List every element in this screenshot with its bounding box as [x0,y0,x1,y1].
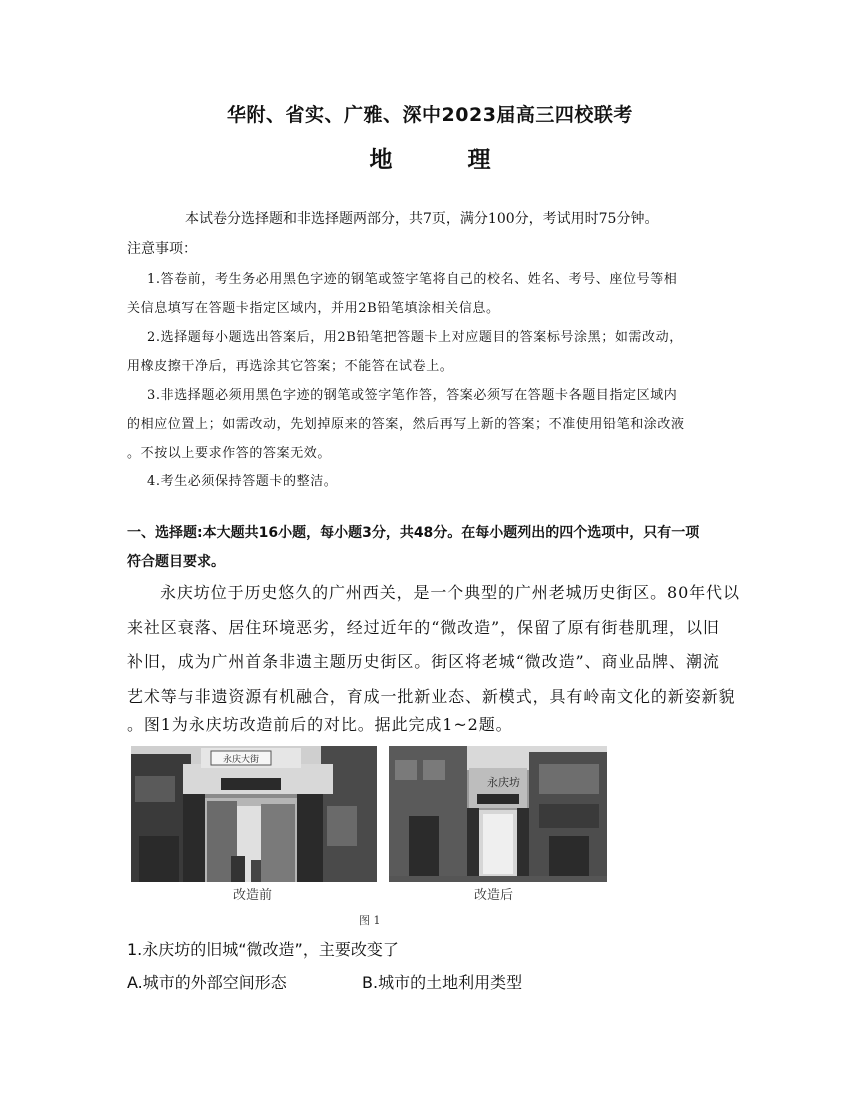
question-stem: 1.永庆坊的旧城“微改造”，主要改变了 [127,940,399,959]
section-heading: 一、选择题:本大题共16小题，每小题3分，共48分。在每小题列出的四个选项中，只有一项 [127,525,700,541]
note-line: 1.答卷前，考生务必用黑色字迹的钢笔或签字笔将自己的校名、姓名、考号、座位号等相 [147,272,678,287]
figure-label: 图 1 [359,914,381,927]
note-line: 用橡皮擦干净后，再选涂其它答案；不能答在试卷上。 [127,359,454,374]
note-line: 2.选择题每小题选出答案后，用2B铅笔把答题卡上对应题目的答案标号涂黑；如需改动， [147,330,683,345]
exam-intro: 本试卷分选择题和非选择题两部分，共7页，满分100分，考试用时75分钟。 [185,211,659,227]
sign-after: 永庆坊 [487,776,520,789]
passage-line: 补旧，成为广州首条非遗主题历史街区。街区将老城“微改造”、商业品牌、潮流 [127,652,720,671]
note-line: 3.非选择题必须用黑色字迹的钢笔或签字笔作答，答案必须写在答题卡各题目指定区域内 [147,388,678,403]
subject-title: 地 理 [369,147,517,173]
exam-title: 华附、省实、广雅、深中2023届高三四校联考 [227,104,633,126]
note-line: 关信息填写在答题卡指定区域内，并用2B铅笔填涂相关信息。 [127,301,500,316]
passage-line: 艺术等与非遗资源有机融合，育成一批新业态、新模式，具有岭南文化的新姿新貌 [127,687,736,706]
passage-line: 永庆坊位于历史悠久的广州西关，是一个典型的广州老城历史街区。80年代以 [160,583,740,602]
note-line: 。不按以上要求作答的答案无效。 [127,446,332,461]
photo-after [389,746,607,882]
passage-line: 。图1为永庆坊改造前后的对比。据此完成1~2题。 [127,715,513,734]
note-line: 的相应位置上；如需改动，先划掉原来的答案，然后再写上新的答案；不准使用铅笔和涂改液 [127,417,685,432]
section-heading-cont: 符合题目要求。 [127,554,225,570]
figure-caption-before: 改造前 [233,888,273,903]
passage-line: 来社区衰落、居住环境恶劣，经过近年的“微改造”，保留了原有街巷肌理，以旧 [127,618,720,637]
photo-before [131,746,377,882]
sign-before: 永庆大街 [222,755,260,765]
note-line: 4.考生必须保持答题卡的整洁。 [147,474,338,489]
notes-heading: 注意事项： [127,241,197,257]
option-a: A.城市的外部空间形态 [127,973,287,992]
option-b: B.城市的土地利用类型 [362,973,523,992]
figure-caption-after: 改造后 [474,888,514,903]
